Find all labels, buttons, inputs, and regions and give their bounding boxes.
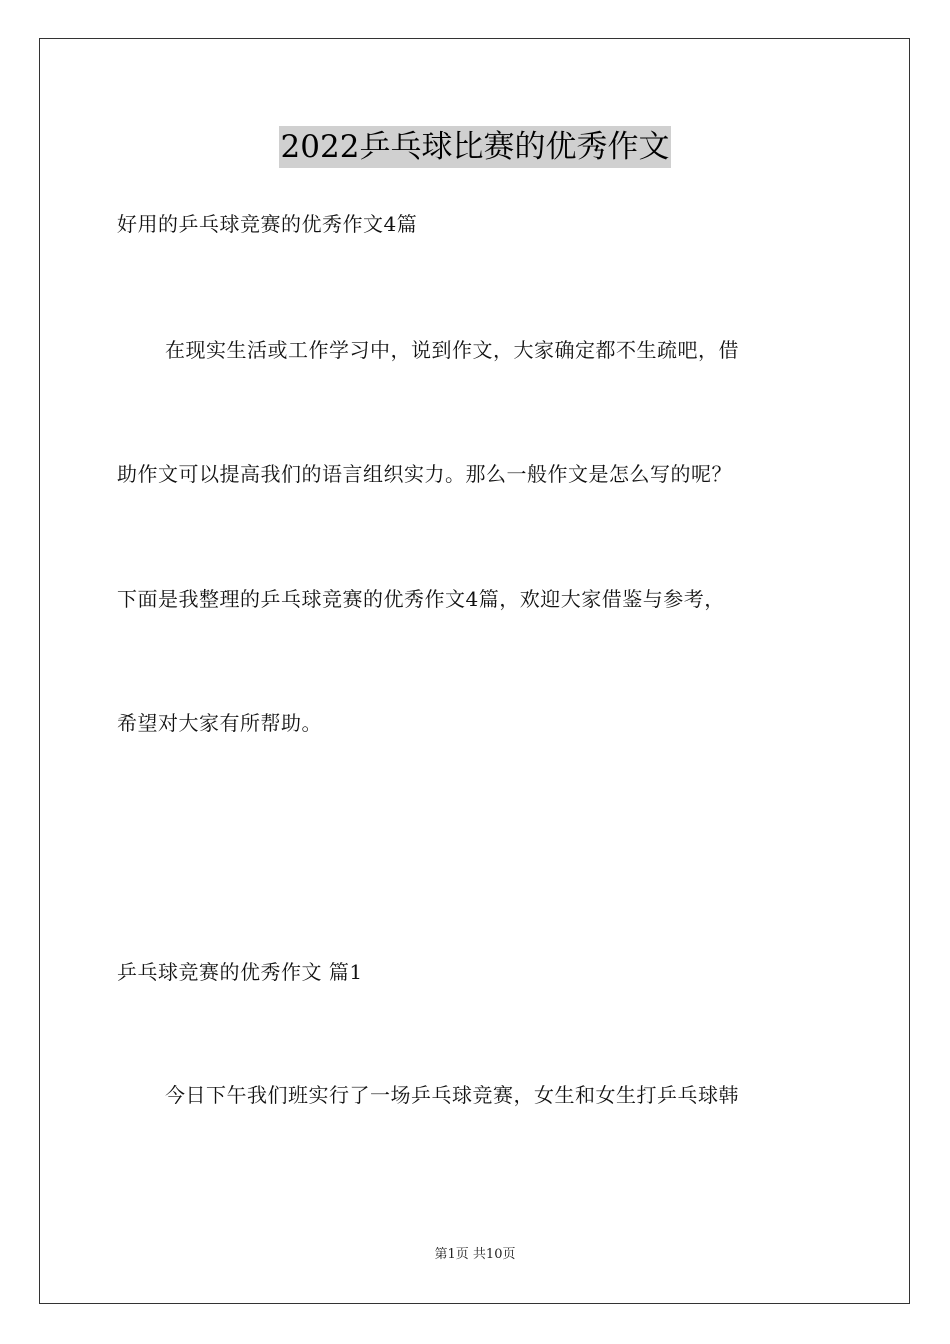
- intro-line-4: 希望对大家有所帮助。: [117, 711, 322, 735]
- intro-line-1: 在现实生活或工作学习中，说到作文，大家确定都不生疏吧，借: [165, 338, 739, 362]
- document-title: 2022乒乓球比赛的优秀作文: [279, 126, 672, 168]
- document-subtitle: 好用的乒乓球竞赛的优秀作文4篇: [117, 212, 418, 236]
- intro-line-3: 下面是我整理的乒乓球竞赛的优秀作文4篇，欢迎大家借鉴与参考，: [117, 587, 725, 611]
- section-line-1: 今日下午我们班实行了一场乒乓球竞赛，女生和女生打乒乓球韩: [165, 1083, 739, 1107]
- section-heading: 乒乓球竞赛的优秀作文 篇1: [117, 960, 363, 984]
- page-footer: 第1页 共10页: [434, 1247, 516, 1262]
- title-container: [0, 126, 950, 168]
- intro-line-2: 助作文可以提高我们的语言组织实力。那么一般作文是怎么写的呢？: [117, 462, 732, 486]
